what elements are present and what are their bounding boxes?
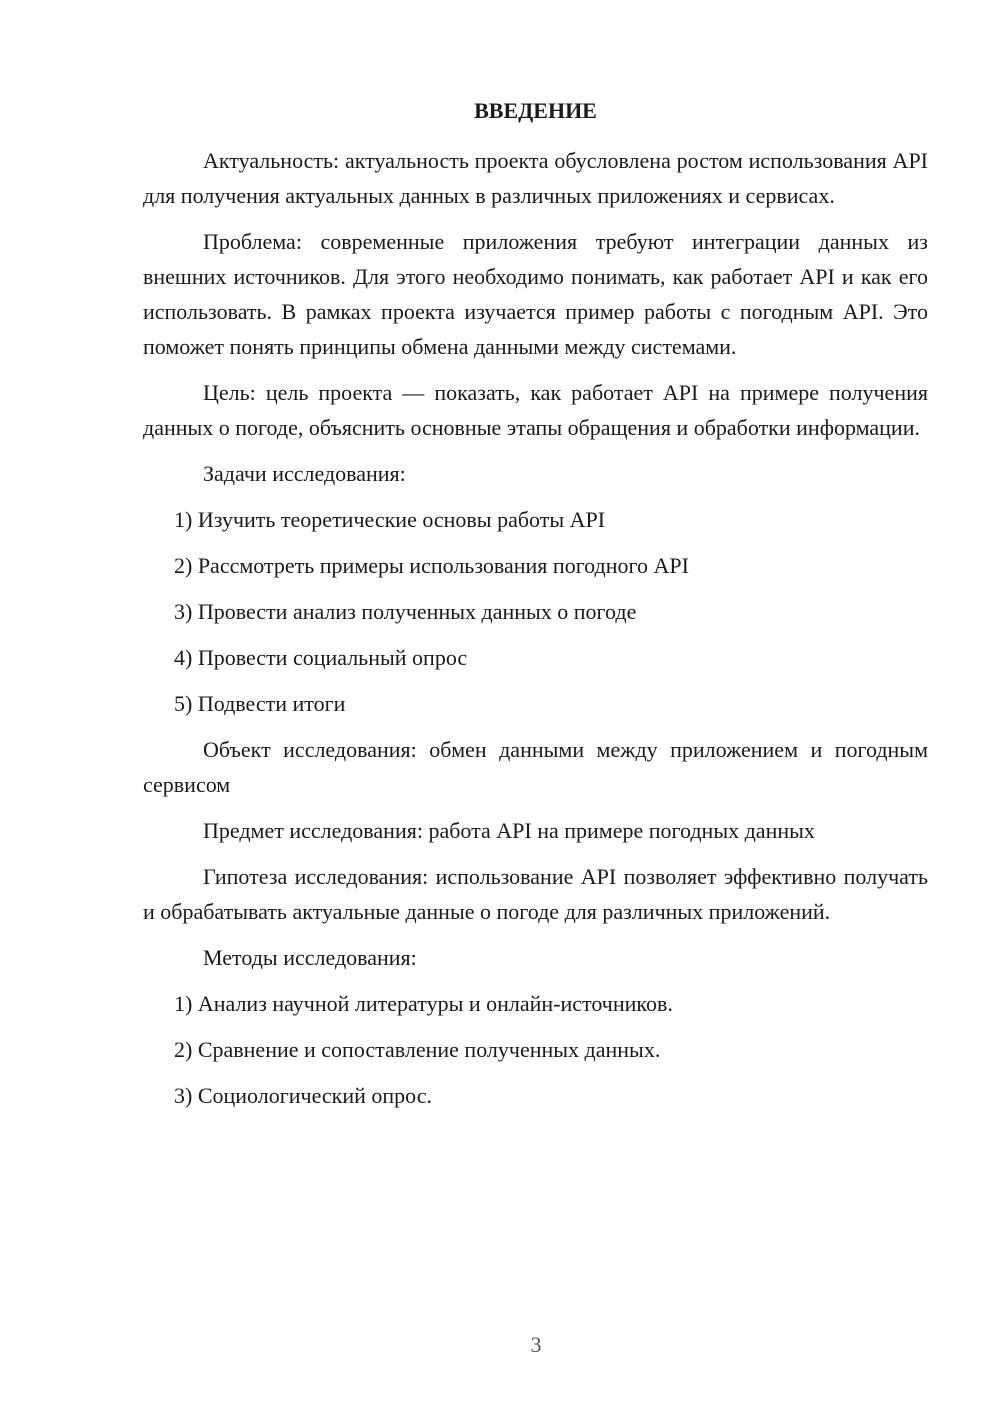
methods-label: Методы исследования: <box>203 945 417 970</box>
task-item: 2) Рассмотреть примеры использования погодного API <box>174 553 689 578</box>
document-page <box>143 96 928 1124</box>
task-item: 3) Провести анализ полученных данных о погоде <box>174 599 637 624</box>
relevance-paragraph: Актуальность: актуальность проекта обусловлена ростом использования API для получения актуальных данных в различных приложениях и сервисах. <box>143 148 928 208</box>
task-item: 5) Подвести итоги <box>174 691 346 716</box>
methods-list <box>143 986 928 1113</box>
tasks-list <box>143 502 928 721</box>
object-paragraph: Объект исследования: обмен данными между приложением и погодным сервисом <box>143 737 928 797</box>
hypothesis-paragraph: Гипотеза исследования: использование API позволяет эффективно получать и обрабатывать актуальные данные о погоде для различных приложений. <box>143 864 928 924</box>
page-title: ВВЕДЕНИЕ <box>474 98 597 123</box>
tasks-label: Задачи исследования: <box>203 461 406 486</box>
task-item: 1) Изучить теоретические основы работы API <box>174 507 606 532</box>
task-item: 4) Провести социальный опрос <box>174 645 468 670</box>
goal-paragraph: Цель: цель проекта — показать, как работает API на примере получения данных о погоде, объяснить основные этапы обращения и обработки информации. <box>143 380 928 440</box>
problem-paragraph: Проблема: современные приложения требуют интеграции данных из внешних источников. Для этого необходимо понимать, как работает API и как его использовать. В рамках проекта изучается пример работы с погодным API. Это поможет понять принципы обмена данными между системами. <box>143 229 928 359</box>
method-item: 1) Анализ научной литературы и онлайн-источников. <box>174 991 673 1016</box>
method-item: 3) Социологический опрос. <box>174 1083 432 1108</box>
method-item: 2) Сравнение и сопоставление полученных данных. <box>174 1037 661 1062</box>
page-number: 3 <box>530 1332 542 1357</box>
subject-paragraph: Предмет исследования: работа API на примере погодных данных <box>203 818 815 843</box>
